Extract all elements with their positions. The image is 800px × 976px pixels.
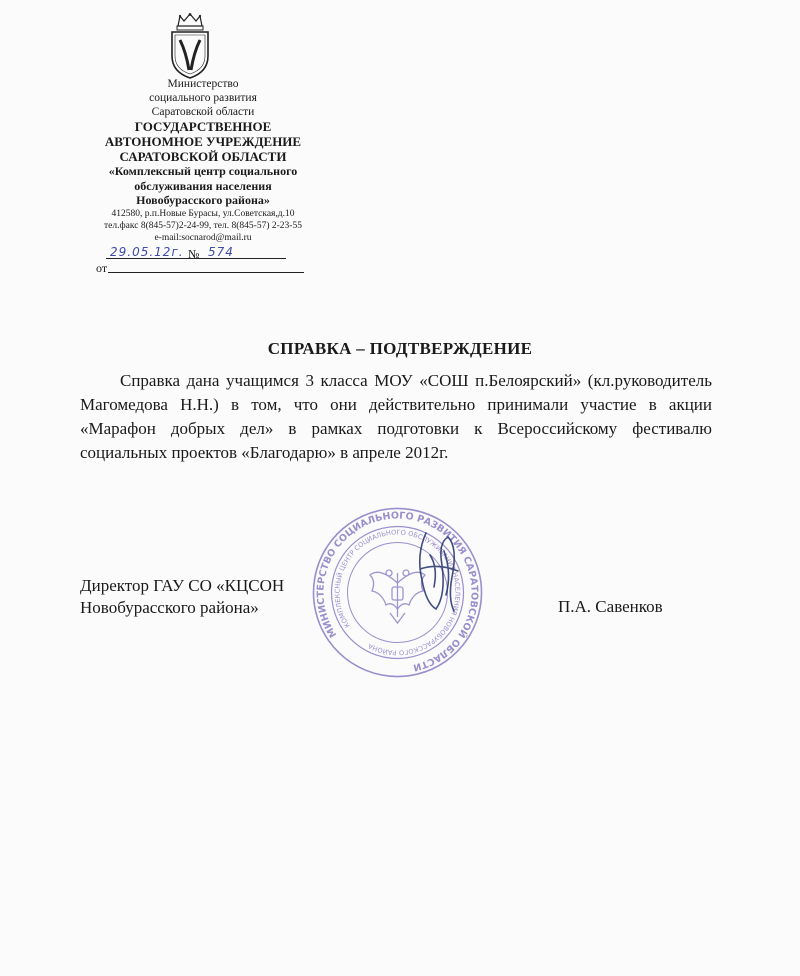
institution-line: САРАТОВСКОЙ ОБЛАСТИ: [119, 149, 287, 164]
handwritten-number: 574: [208, 245, 234, 259]
handwritten-date: 29.05.12г.: [110, 245, 184, 259]
institution-line: АВТОНОМНОЕ УЧРЕЖДЕНИЕ: [104, 134, 302, 149]
number-label: №: [188, 247, 200, 261]
ministry-line: социального развития: [149, 92, 257, 104]
letterhead: [78, 77, 328, 244]
center-line: «Комплексный центр социального: [108, 164, 298, 178]
registration-line: [96, 245, 316, 277]
stamp-inner-text: КОМПЛЕКСНЫЙ ЦЕНТР СОЦИАЛЬНОГО ОБСЛУЖИВАНИЯ НАСЕЛЕНИЯ НОВОБУРАССКОГО РАЙОНА: [333, 528, 462, 657]
registration-underline: [106, 258, 286, 259]
document-body: Справка дана учащимся 3 класса МОУ «СОШ п.Белоярский» (кл.руководитель Магомедова Н.Н.) в том, что они действительно принимали участие в акции «Марафон добрых дел» в рамках подготовки к Всероссийскому фестивалю социальных проектов «Благодарю» в апреле 2012г.: [80, 371, 712, 462]
saratov-coat-of-arms-icon: [166, 12, 214, 80]
signer-position-line: Директор ГАУ СО «КЦСОН: [80, 576, 285, 595]
document-title: СПРАВКА – ПОДТВЕРЖДЕНИЕ: [267, 339, 533, 358]
institution-line: ГОСУДАРСТВЕННОЕ: [134, 119, 272, 134]
from-label: от: [96, 261, 108, 275]
center-line: обслуживания населения: [134, 178, 272, 193]
handwritten-signature: [408, 525, 468, 615]
address: 412580, р.п.Новые Бурасы, ул.Советская,д.10: [111, 208, 295, 219]
ministry-line: Министерство: [167, 78, 239, 90]
center-line: Новобурасского района»: [136, 193, 270, 207]
stamp-outer-text: МИНИСТЕРСТВО СОЦИАЛЬНОГО РАЗВИТИЯ САРАТОВСКОЙ ОБЛАСТИ: [315, 510, 480, 673]
from-underline: [108, 272, 304, 273]
signer-position-line: Новобурасского района»: [80, 598, 259, 617]
signer-name: П.А. Савенков: [558, 597, 663, 616]
email: e-mail:socnarod@mail.ru: [154, 232, 252, 243]
ministry-line: Саратовской области: [151, 106, 255, 118]
phones: тел.факс 8(845-57)2-24-99, тел. 8(845-57) 2-23-55: [104, 220, 302, 231]
signer-position: [80, 575, 284, 619]
